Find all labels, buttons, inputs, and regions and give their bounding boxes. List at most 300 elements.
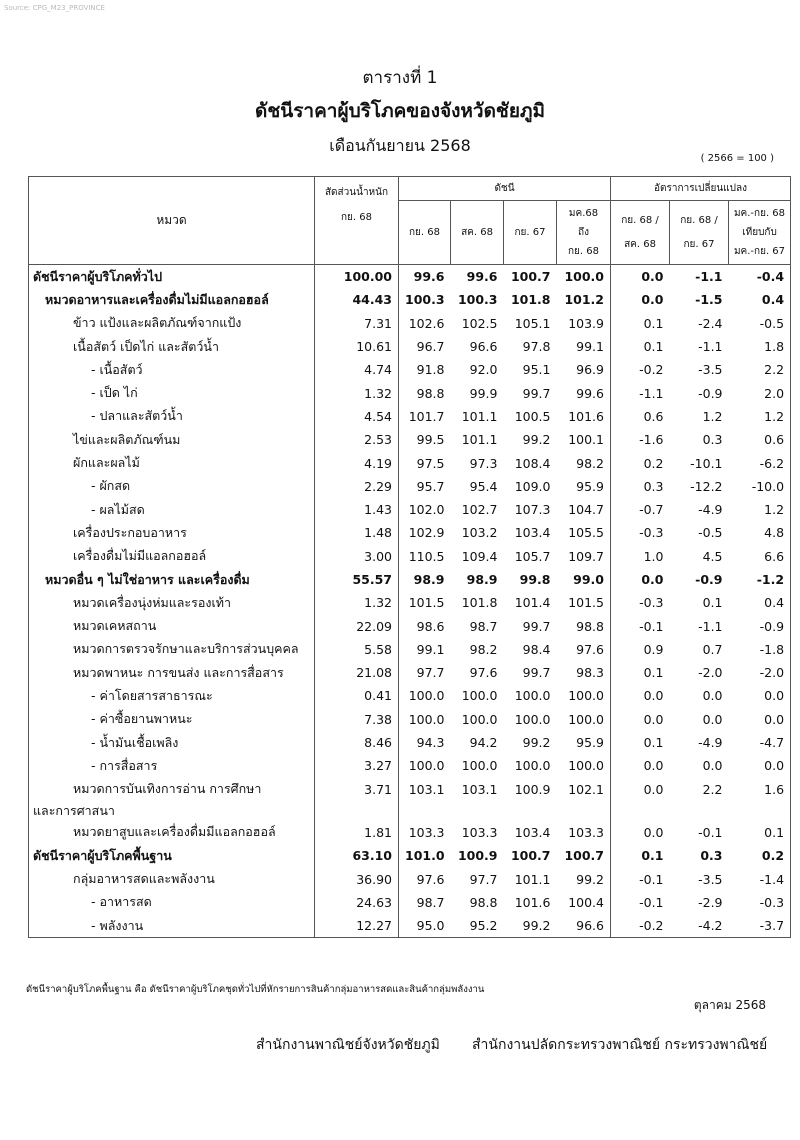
cell-idx-aug68: 97.3	[469, 455, 498, 471]
cell-chg-ytd: 0.0	[729, 708, 791, 731]
header-change-group: อัตราการเปลี่ยนแปลง	[611, 177, 791, 201]
cell-chg-mom: 0.0	[643, 711, 664, 727]
cell-chg-mom: -0.1	[639, 894, 664, 910]
cell-idx-aug68: 94.2	[469, 735, 498, 751]
cell-weight: 4.19	[315, 451, 399, 474]
header-chg-ytd: มค.-กย. 68 เทียบกับ มค.-กย. 67	[729, 201, 791, 265]
cell-chg-yoy: 0.7	[702, 641, 723, 657]
table-row	[29, 475, 791, 498]
cell-idx-sep68: 98.8	[416, 385, 445, 401]
cell-idx-ytd: 100.0	[557, 708, 611, 731]
table-row	[29, 891, 791, 914]
cell-weight: 0.41	[315, 684, 399, 707]
cell-idx-sep67: 105.1	[514, 315, 551, 331]
cell-chg-yoy: 2.2	[702, 781, 723, 797]
cell-idx-sep68: 98.9	[413, 572, 445, 587]
page-subtitle-month: เดือนกันยายน 2568	[329, 136, 471, 155]
row-category: เครื่องประกอบอาหาร	[29, 521, 315, 544]
cell-weight: 4.74	[315, 358, 399, 381]
cell-idx-sep68: 99.6	[413, 269, 445, 285]
header-weight	[315, 177, 399, 265]
table-row	[29, 638, 791, 661]
cell-weight: 7.31	[315, 312, 399, 335]
cell-idx-aug68: 103.1	[461, 781, 498, 797]
cell-idx-sep67: 95.1	[522, 362, 551, 378]
cell-idx-sep67: 100.0	[514, 688, 551, 704]
cell-idx-aug68: 103.2	[461, 525, 498, 541]
table-row	[29, 614, 791, 637]
cell-idx-sep67: 105.7	[514, 548, 551, 564]
cell-chg-yoy: 0.0	[702, 711, 723, 727]
cell-chg-yoy: 0.0	[702, 688, 723, 704]
table-row	[29, 568, 791, 591]
org-ministry: สำนักงานปลัดกระทรวงพาณิชย์ กระทรวงพาณิชย์	[472, 1037, 768, 1053]
cell-idx-aug68: 98.8	[469, 894, 498, 910]
cell-weight: 3.27	[315, 754, 399, 777]
cell-chg-ytd: 0.0	[729, 684, 791, 707]
cell-idx-aug68: 95.4	[469, 478, 498, 494]
cell-idx-sep67: 99.7	[522, 385, 551, 401]
cell-idx-aug68: 98.7	[469, 618, 498, 634]
cell-idx-sep67: 101.8	[510, 292, 551, 308]
cell-idx-sep67: 99.2	[504, 914, 557, 938]
cell-idx-aug68: 109.4	[461, 548, 498, 564]
cell-idx-aug68: 102.5	[461, 315, 498, 331]
cell-chg-yoy	[670, 801, 729, 821]
table-row	[29, 451, 791, 474]
cell-chg-yoy: 4.5	[702, 548, 723, 564]
cell-idx-ytd: 100.0	[557, 265, 611, 289]
table-row	[29, 521, 791, 544]
cell-weight: 55.57	[315, 568, 399, 591]
cell-weight: 12.27	[315, 914, 399, 938]
row-category: กลุ่มอาหารสดและพลังงาน	[29, 867, 315, 890]
cell-idx-sep67: 99.2	[522, 432, 551, 448]
cell-idx-sep67: 100.0	[514, 711, 551, 727]
table-row	[29, 867, 791, 890]
cell-chg-mom: 0.2	[643, 455, 664, 471]
header-chg-mom: กย. 68 / สค. 68	[611, 201, 670, 265]
cell-chg-mom: -0.2	[639, 362, 664, 378]
cell-idx-ytd: 104.7	[557, 498, 611, 521]
cell-chg-ytd: 1.2	[729, 405, 791, 428]
cell-chg-yoy: -2.4	[698, 315, 723, 331]
cell-idx-ytd: 98.2	[557, 451, 611, 474]
cell-idx-ytd: 109.7	[557, 545, 611, 568]
cell-weight: 5.58	[315, 638, 399, 661]
cell-idx-sep68: 98.7	[416, 894, 445, 910]
cell-idx-sep67: 107.3	[514, 502, 551, 518]
cell-chg-yoy: 0.0	[702, 758, 723, 774]
cell-chg-mom: 0.0	[643, 781, 664, 797]
cell-idx-sep68: 110.5	[408, 548, 445, 564]
row-category: - อาหารสด	[29, 891, 315, 914]
cell-chg-ytd: 1.2	[729, 498, 791, 521]
cell-idx-ytd: 99.6	[557, 381, 611, 404]
cell-idx-aug68: 102.7	[461, 502, 498, 518]
cell-idx-sep67: 97.8	[522, 339, 551, 355]
cell-chg-yoy: 1.2	[702, 408, 723, 424]
cell-idx-sep68: 100.0	[408, 758, 445, 774]
row-category: ไข่และผลิตภัณฑ์นม	[29, 428, 315, 451]
cell-chg-yoy: -10.1	[690, 455, 723, 471]
cell-idx-aug68: 100.0	[461, 758, 498, 774]
cell-weight: 1.43	[315, 498, 399, 521]
cell-idx-sep68: 100.0	[408, 688, 445, 704]
cell-weight: 1.48	[315, 521, 399, 544]
cell-weight: 22.09	[315, 614, 399, 637]
cell-idx-ytd: 100.0	[557, 754, 611, 777]
cell-chg-mom	[611, 801, 670, 821]
cell-chg-mom: 0.9	[643, 641, 664, 657]
cell-idx-sep67: 100.5	[514, 408, 551, 424]
row-category: - น้ำมันเชื้อเพลิง	[29, 731, 315, 754]
cell-idx-ytd: 103.9	[557, 312, 611, 335]
header-idx-aug68: สค. 68	[451, 201, 504, 265]
table-row	[29, 335, 791, 358]
cell-idx-sep68: 102.9	[408, 525, 445, 541]
cell-idx-sep68: 91.8	[416, 362, 445, 378]
header-idx-ytd: มค.68 ถึง กย. 68	[557, 201, 611, 265]
cell-chg-mom: 0.0	[641, 292, 664, 308]
cell-idx-sep68: 97.6	[416, 871, 445, 887]
cell-idx-aug68: 100.9	[457, 848, 498, 864]
row-category: - ผลไม้สด	[29, 498, 315, 521]
table-row	[29, 265, 791, 289]
cell-chg-ytd	[729, 801, 791, 821]
cell-idx-sep67: 103.4	[514, 525, 551, 541]
table-row	[29, 358, 791, 381]
cell-chg-mom: -0.7	[639, 502, 664, 518]
row-category: หมวดอื่น ๆ ไม่ใช่อาหาร และเครื่องดื่ม	[29, 568, 315, 591]
cell-chg-ytd: -4.7	[729, 731, 791, 754]
cell-chg-yoy: -0.5	[698, 525, 723, 541]
table-row	[29, 288, 791, 311]
table-row	[29, 405, 791, 428]
cell-chg-ytd: -0.3	[729, 891, 791, 914]
cell-chg-ytd: 1.8	[729, 335, 791, 358]
row-category: - ค่าซื้อยานพาหนะ	[29, 708, 315, 731]
header-idx-sep68: กย. 68	[399, 201, 451, 265]
row-category: ดัชนีราคาผู้บริโภคพื้นฐาน	[29, 844, 315, 867]
row-category: ข้าว แป้งและผลิตภัณฑ์จากแป้ง	[29, 312, 315, 335]
cell-chg-yoy: -3.5	[698, 362, 723, 378]
cell-idx-aug68: 92.0	[469, 362, 498, 378]
row-category: และการศาสนา	[29, 801, 315, 821]
cell-chg-mom: -0.2	[611, 914, 670, 938]
cell-idx-sep68: 101.5	[408, 595, 445, 611]
cell-chg-mom: 0.0	[643, 758, 664, 774]
cell-chg-mom: 0.6	[643, 408, 664, 424]
cell-idx-aug68: 98.2	[469, 641, 498, 657]
cell-weight: 3.71	[315, 778, 399, 801]
cell-idx-ytd	[557, 801, 611, 821]
cell-idx-ytd: 101.6	[557, 405, 611, 428]
cell-chg-yoy: -1.1	[695, 269, 723, 285]
cell-chg-mom: 0.1	[643, 665, 664, 681]
table-header	[29, 177, 791, 265]
row-category: หมวดการตรวจรักษาและบริการส่วนบุคคล	[29, 638, 315, 661]
cell-chg-yoy: 0.3	[702, 432, 723, 448]
table-row	[29, 778, 791, 801]
row-category: - ปลาและสัตว์น้ำ	[29, 405, 315, 428]
cell-chg-ytd: 2.0	[729, 381, 791, 404]
cell-idx-aug68: 101.8	[461, 595, 498, 611]
cell-weight: 2.29	[315, 475, 399, 498]
cell-chg-ytd: -0.4	[729, 265, 791, 289]
table-row	[29, 381, 791, 404]
table-row	[29, 312, 791, 335]
cell-chg-yoy: -0.9	[695, 572, 723, 587]
cell-idx-sep68: 95.0	[399, 914, 451, 938]
cell-chg-yoy: -1.1	[698, 339, 723, 355]
table-body	[29, 265, 791, 938]
cell-weight	[315, 801, 399, 821]
row-category: - ค่าโดยสารสาธารณะ	[29, 684, 315, 707]
cell-chg-yoy: -0.1	[698, 824, 723, 840]
cell-chg-ytd: 2.2	[729, 358, 791, 381]
cell-chg-yoy: 0.3	[700, 848, 723, 864]
cell-chg-mom: -1.6	[639, 432, 664, 448]
cell-idx-aug68: 100.0	[461, 711, 498, 727]
cell-chg-ytd: 1.6	[729, 778, 791, 801]
cell-chg-ytd: 0.2	[729, 844, 791, 867]
cell-idx-ytd: 97.6	[557, 638, 611, 661]
row-category: เนื้อสัตว์ เป็ดไก่ และสัตว์น้ำ	[29, 335, 315, 358]
cell-idx-aug68: 100.0	[461, 688, 498, 704]
cell-idx-sep67	[504, 801, 557, 821]
row-category: - ผักสด	[29, 475, 315, 498]
cell-weight: 8.46	[315, 731, 399, 754]
cell-chg-ytd: -1.4	[729, 867, 791, 890]
row-category: หมวดเคหสถาน	[29, 614, 315, 637]
cell-idx-sep68: 95.7	[416, 478, 445, 494]
cell-idx-sep68: 98.6	[416, 618, 445, 634]
row-category: หมวดเครื่องนุ่งห่มและรองเท้า	[29, 591, 315, 614]
cell-idx-sep67: 101.6	[514, 894, 551, 910]
cell-chg-ytd: -1.2	[729, 568, 791, 591]
cell-idx-aug68: 97.6	[469, 665, 498, 681]
cell-chg-mom: 0.0	[641, 269, 664, 285]
cell-idx-sep67: 98.4	[522, 641, 551, 657]
cell-chg-yoy: -1.1	[698, 618, 723, 634]
table-row	[29, 661, 791, 684]
table-number: ตารางที่ 1	[362, 68, 438, 88]
cell-idx-sep68: 103.3	[408, 824, 445, 840]
cell-idx-aug68: 99.6	[466, 269, 498, 285]
cell-idx-ytd: 99.2	[557, 867, 611, 890]
table-row	[29, 428, 791, 451]
cell-idx-aug68: 101.1	[461, 408, 498, 424]
cell-weight: 1.81	[315, 821, 399, 844]
cell-chg-ytd: -6.2	[729, 451, 791, 474]
cell-idx-sep68: 99.1	[416, 641, 445, 657]
row-category: หมวดพาหนะ การขนส่ง และการสื่อสาร	[29, 661, 315, 684]
table-row	[29, 914, 791, 938]
cell-idx-ytd: 100.1	[557, 428, 611, 451]
table-row	[29, 731, 791, 754]
cell-idx-aug68: 95.2	[451, 914, 504, 938]
cell-chg-ytd: 0.4	[729, 288, 791, 311]
cell-idx-aug68: 101.1	[461, 432, 498, 448]
row-category: หมวดอาหารและเครื่องดื่มไม่มีแอลกอฮอล์	[29, 288, 315, 311]
cell-chg-ytd: -2.0	[729, 661, 791, 684]
cell-idx-ytd: 99.0	[557, 568, 611, 591]
cell-weight: 3.00	[315, 545, 399, 568]
cell-idx-sep68: 99.5	[416, 432, 445, 448]
cell-chg-yoy: -2.9	[698, 894, 723, 910]
base-year-note: ( 2566 = 100 )	[700, 153, 774, 164]
table-row	[29, 754, 791, 777]
cell-weight: 63.10	[315, 844, 399, 867]
cell-chg-mom: -0.1	[639, 618, 664, 634]
cell-idx-sep67: 99.2	[522, 735, 551, 751]
header-chg-yoy: กย. 68 / กย. 67	[670, 201, 729, 265]
cell-idx-sep67: 100.0	[514, 758, 551, 774]
row-category: - เป็ด ไก่	[29, 381, 315, 404]
cell-chg-mom: 0.1	[643, 339, 664, 355]
cell-idx-ytd: 100.7	[557, 844, 611, 867]
cell-idx-sep68	[399, 801, 451, 821]
cell-chg-ytd: 0.4	[729, 591, 791, 614]
cell-idx-ytd: 100.4	[557, 891, 611, 914]
cell-idx-sep68: 97.7	[416, 665, 445, 681]
cell-chg-yoy: -3.5	[698, 871, 723, 887]
cell-chg-mom: -0.3	[639, 595, 664, 611]
cell-idx-ytd: 95.9	[557, 475, 611, 498]
cell-chg-mom: 0.0	[643, 824, 664, 840]
table-row	[29, 801, 791, 821]
cell-idx-aug68	[451, 801, 504, 821]
row-category: หมวดยาสูบและเครื่องดื่มมีแอลกอฮอล์	[29, 821, 315, 844]
cell-idx-ytd: 102.1	[557, 778, 611, 801]
cell-chg-mom: 0.0	[641, 572, 664, 587]
cell-idx-ytd: 96.6	[557, 914, 611, 938]
cell-idx-ytd: 101.2	[557, 288, 611, 311]
cell-idx-sep67: 100.9	[514, 781, 551, 797]
cell-chg-yoy: -1.5	[695, 292, 723, 308]
header-category: หมวด	[29, 177, 315, 265]
cell-idx-sep68: 96.7	[416, 339, 445, 355]
cell-chg-ytd: -3.7	[729, 914, 791, 938]
cell-idx-sep67: 100.7	[510, 269, 551, 285]
cell-idx-ytd: 100.0	[557, 684, 611, 707]
cell-chg-ytd: -0.9	[729, 614, 791, 637]
row-category: - พลังงาน	[29, 914, 315, 938]
table-row	[29, 545, 791, 568]
cell-weight: 21.08	[315, 661, 399, 684]
cell-weight: 24.63	[315, 891, 399, 914]
cell-idx-ytd: 96.9	[557, 358, 611, 381]
cell-chg-mom: 0.3	[643, 478, 664, 494]
cell-idx-ytd: 103.3	[557, 821, 611, 844]
cell-idx-sep67: 100.7	[510, 848, 551, 864]
cell-idx-aug68: 97.7	[469, 871, 498, 887]
table-row	[29, 821, 791, 844]
watermark-text: Source: CPG_M23_PROVINCE	[4, 4, 105, 12]
cell-weight: 36.90	[315, 867, 399, 890]
header-weight-label: สัดส่วนน้ำหนัก	[324, 187, 389, 198]
cell-idx-sep67: 103.4	[514, 824, 551, 840]
cell-chg-ytd: -10.0	[729, 475, 791, 498]
footnote: ดัชนีราคาผู้บริโภคพื้นฐาน คือ ดัชนีราคาผู้บริโภคชุดทั่วไปที่หักรายการสินค้ากลุ่มอาหารสดและสินค้ากลุ่มพลังงาน	[26, 984, 485, 995]
cell-idx-sep67: 99.7	[522, 665, 551, 681]
cell-idx-ytd: 105.5	[557, 521, 611, 544]
cell-weight: 100.00	[315, 265, 399, 289]
table-row	[29, 708, 791, 731]
cell-chg-mom: -0.3	[639, 525, 664, 541]
table-row	[29, 684, 791, 707]
row-category: ดัชนีราคาผู้บริโภคทั่วไป	[29, 265, 315, 289]
cell-weight: 7.38	[315, 708, 399, 731]
cell-idx-sep67: 101.1	[514, 871, 551, 887]
cell-idx-sep68: 97.5	[416, 455, 445, 471]
cell-idx-sep67: 109.0	[514, 478, 551, 494]
cell-chg-yoy: -12.2	[690, 478, 723, 494]
cell-idx-sep68: 102.0	[408, 502, 445, 518]
header-idx-sep67: กย. 67	[504, 201, 557, 265]
cell-weight: 44.43	[315, 288, 399, 311]
cell-idx-sep67: 108.4	[514, 455, 551, 471]
header-weight-period: กย. 68	[341, 212, 372, 223]
cell-chg-ytd: 0.0	[729, 754, 791, 777]
cell-chg-mom: 1.0	[643, 548, 664, 564]
row-category: - เนื้อสัตว์	[29, 358, 315, 381]
cell-chg-ytd: 6.6	[729, 545, 791, 568]
cell-idx-sep68: 100.0	[408, 711, 445, 727]
row-category: หมวดการบันเทิงการอ่าน การศึกษา	[29, 778, 315, 801]
page-title: ดัชนีราคาผู้บริโภคของจังหวัดชัยภูมิ	[254, 100, 545, 122]
cell-chg-ytd: 4.8	[729, 521, 791, 544]
cell-chg-yoy: -2.0	[698, 665, 723, 681]
cell-idx-sep68: 101.7	[408, 408, 445, 424]
cell-idx-aug68: 99.9	[469, 385, 498, 401]
cell-chg-yoy: 0.1	[702, 595, 723, 611]
cell-chg-mom: 0.1	[643, 735, 664, 751]
cell-idx-ytd: 101.5	[557, 591, 611, 614]
cell-idx-aug68: 96.6	[469, 339, 498, 355]
cell-idx-sep68: 102.6	[408, 315, 445, 331]
cell-chg-yoy: -4.9	[698, 735, 723, 751]
table-row	[29, 844, 791, 867]
cell-chg-ytd: -1.8	[729, 638, 791, 661]
cell-weight: 2.53	[315, 428, 399, 451]
cell-weight: 1.32	[315, 381, 399, 404]
cell-idx-ytd: 98.8	[557, 614, 611, 637]
cell-idx-aug68: 103.3	[461, 824, 498, 840]
table-row	[29, 591, 791, 614]
cell-idx-ytd: 98.3	[557, 661, 611, 684]
cell-idx-sep68: 100.3	[405, 292, 445, 308]
cell-chg-ytd: 0.1	[729, 821, 791, 844]
row-category: ผักและผลไม้	[29, 451, 315, 474]
cpi-table	[28, 176, 791, 938]
header-index-group: ดัชนี	[399, 177, 611, 201]
cell-idx-ytd: 95.9	[557, 731, 611, 754]
row-category: เครื่องดื่มไม่มีแอลกอฮอล์	[29, 545, 315, 568]
cell-weight: 4.54	[315, 405, 399, 428]
cell-idx-sep67: 101.4	[514, 595, 551, 611]
cell-chg-mom: -0.1	[639, 871, 664, 887]
cell-idx-sep67: 99.7	[522, 618, 551, 634]
cell-chg-mom: 0.0	[643, 688, 664, 704]
cell-chg-ytd: -0.5	[729, 312, 791, 335]
cell-chg-yoy: -0.9	[698, 385, 723, 401]
publish-date: ตุลาคม 2568	[693, 998, 766, 1012]
cell-chg-ytd: 0.6	[729, 428, 791, 451]
cell-idx-sep68: 94.3	[416, 735, 445, 751]
cell-weight: 1.32	[315, 591, 399, 614]
